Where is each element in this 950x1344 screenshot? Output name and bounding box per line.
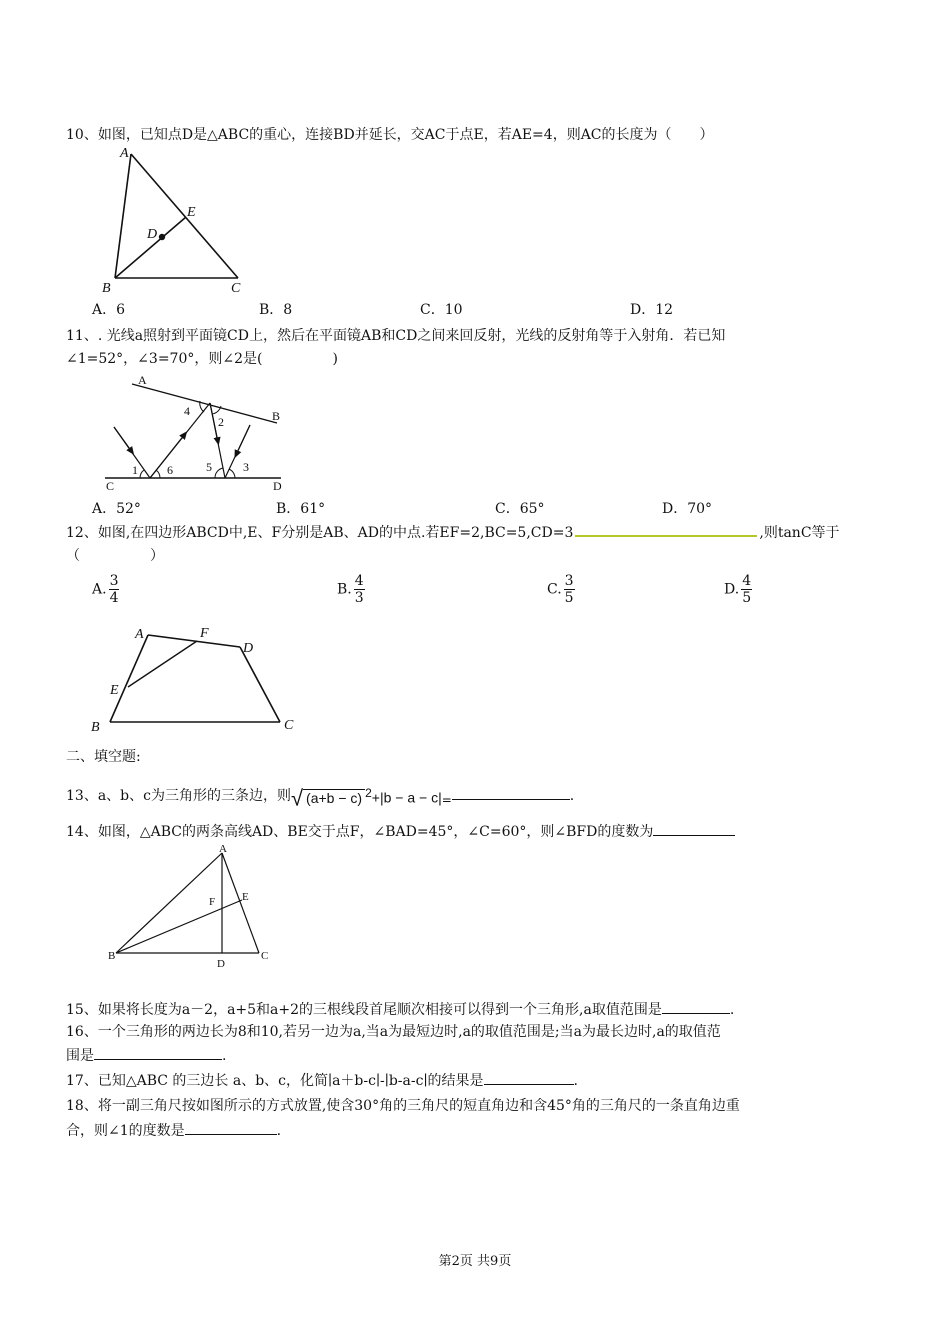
q11-label-4: 4 (184, 404, 190, 418)
q11-label-2: 2 (218, 415, 224, 429)
q12-quadrilateral-figure (88, 622, 313, 737)
q10-label-E: E (187, 205, 196, 220)
q12-option-d (724, 573, 752, 606)
q14-label-A: A (219, 843, 227, 855)
q11-label-3: 3 (243, 460, 249, 474)
q11-option-d: D．70° (662, 501, 713, 517)
q10-text: 10、如图，已知点D是△ABC的重心，连接BD并延长，交AC于点E，若AE=4，则AC的长度为（ ） (66, 127, 714, 143)
q10-label-B: B (102, 281, 111, 296)
q12-option-c-denominator: 5 (564, 590, 574, 606)
q13-prefix: 13、a、b、c为三角形的三条边，则 (66, 787, 291, 804)
q12-option-a-numerator: 3 (109, 573, 119, 589)
q12-option-d-denominator: 5 (742, 590, 752, 606)
q11-line1: 11、. 光线a照射到平面镜CD上，然后在平面镜AB和CD之间来回反射，光线的反射角等于入射角．若已知 (66, 328, 726, 344)
q12-option-c-numerator: 3 (564, 573, 574, 589)
q18-line2 (66, 1121, 281, 1140)
q14-text: 14、如图，△ABC的两条高线AD、BE交于点F，∠BAD=45°，∠C=60°，则∠BFD的度数为 (66, 824, 654, 840)
section-fill-in-title: 二、填空题: (66, 749, 141, 765)
q13-expression (291, 780, 442, 812)
q11-label-A: A (138, 373, 147, 387)
q15-answer-blank[interactable] (662, 1000, 730, 1014)
q10-label-A: A (120, 146, 129, 161)
q12-label-A: A (135, 627, 144, 642)
q11-option-c: C．65° (495, 501, 545, 517)
q14-label-B: B (108, 950, 116, 962)
q12-line1 (66, 524, 840, 542)
q12-option-b-fraction (354, 573, 365, 606)
q10-label-D: D (147, 227, 158, 242)
q14-triangle-figure (106, 845, 276, 970)
q11-label-5: 5 (206, 460, 212, 474)
q16-end: . (222, 1048, 227, 1064)
q12-highlight-line (575, 535, 757, 537)
q16-line2-text: 围是 (66, 1048, 94, 1064)
q13-equals: = (441, 792, 452, 807)
q17-line (66, 1071, 578, 1090)
page-footer: 第2页 共9页 (438, 1254, 512, 1269)
q12-line1-tail: ,则tanC等于 (759, 525, 840, 541)
q13-answer-blank[interactable] (452, 786, 570, 800)
q12-option-c-letter: C. (547, 581, 562, 598)
q14-label-F: F (209, 896, 216, 908)
q11-label-C: C (106, 479, 115, 493)
q12-option-b-numerator: 4 (354, 573, 364, 589)
q13-radicand: (a+b − c) (303, 789, 365, 806)
q12-option-d-letter: D. (724, 581, 740, 598)
q13-end: . (569, 787, 575, 804)
q14-line (66, 822, 735, 841)
q13-plus: + (371, 789, 380, 806)
q10-triangle-figure (100, 145, 250, 295)
q18-line2-text: 合，则∠1的度数是 (66, 1123, 185, 1139)
q11-option-b: B．61° (276, 501, 326, 517)
sqrt-icon: √ (290, 785, 304, 811)
q12-label-B: B (91, 720, 100, 735)
q11-mirror-figure (100, 370, 290, 495)
q12-line2: （ ） (66, 548, 164, 564)
q15-text: 15、如果将长度为a－2，a+5和a+2的三根线段首尾顺次相接可以得到一个三角形,a取值范围是 (66, 1002, 662, 1018)
q10-option-c: C．10 (420, 302, 463, 318)
q12-label-D: D (243, 641, 254, 656)
q12-option-d-fraction (741, 573, 752, 606)
q12-option-c (547, 573, 575, 606)
q11-option-a: A．52° (92, 501, 141, 517)
q18-line1: 18、将一副三角尺按如图所示的方式放置,使含30°角的三角尺的短直角边和含45°角的三角尺的一条直角边重 (66, 1098, 740, 1114)
q16-answer-blank[interactable] (94, 1046, 222, 1060)
q10-option-d: D．12 (630, 302, 674, 318)
q14-label-D: D (217, 958, 225, 970)
q12-option-b-denominator: 3 (354, 590, 364, 606)
q12-option-a-letter: A. (92, 581, 107, 598)
q15-end: . (729, 1002, 735, 1018)
q17-end: . (573, 1073, 578, 1089)
q12-option-a (92, 573, 119, 606)
q12-option-c-fraction (564, 573, 575, 606)
q13-abs: |b − a − c| (379, 789, 442, 806)
q17-text: 17、已知△ABC 的三边长 a、b、c，化简∣a＋b-c∣-∣b-a-c∣的结果是 (66, 1073, 484, 1089)
q16-line2 (66, 1046, 226, 1065)
q11-label-B: B (272, 409, 281, 423)
q10-label-C: C (231, 281, 241, 296)
q12-label-F: F (200, 626, 209, 641)
q13-power: 2 (365, 786, 372, 800)
q12-line1-text: 12、如图,在四边形ABCD中,E、F分别是AB、AD的中点.若EF=2,BC=5,CD=3 (66, 525, 574, 541)
q12-label-C: C (284, 718, 294, 733)
q16-line1: 16、一个三角形的两边长为8和10,若另一边为a,当a为最短边时,a的取值范围是;当a为最长边时,a的取值范 (66, 1024, 721, 1040)
q12-label-E: E (110, 683, 119, 698)
q14-label-E: E (242, 891, 249, 903)
q18-end: . (276, 1123, 282, 1139)
q12-option-a-denominator: 4 (109, 590, 119, 606)
q12-option-a-fraction (109, 573, 120, 606)
q11-label-6: 6 (167, 463, 173, 477)
q18-answer-blank[interactable] (185, 1121, 277, 1135)
q14-answer-blank[interactable] (653, 822, 735, 836)
q12-option-b (337, 573, 365, 606)
q12-option-b-letter: B. (337, 581, 352, 598)
q10-option-a: A．6 (92, 302, 126, 318)
q17-answer-blank[interactable] (484, 1071, 574, 1085)
q10-option-b: B．8 (259, 302, 293, 318)
q11-label-1: 1 (132, 463, 138, 477)
q11-line2: ∠1=52°，∠3=70°，则∠2是( ) (66, 351, 338, 367)
q15-line (66, 1000, 734, 1019)
q12-option-d-numerator: 4 (742, 573, 752, 589)
q14-label-C: C (261, 950, 269, 962)
q11-label-D: D (273, 479, 282, 493)
q13-line (66, 780, 574, 813)
